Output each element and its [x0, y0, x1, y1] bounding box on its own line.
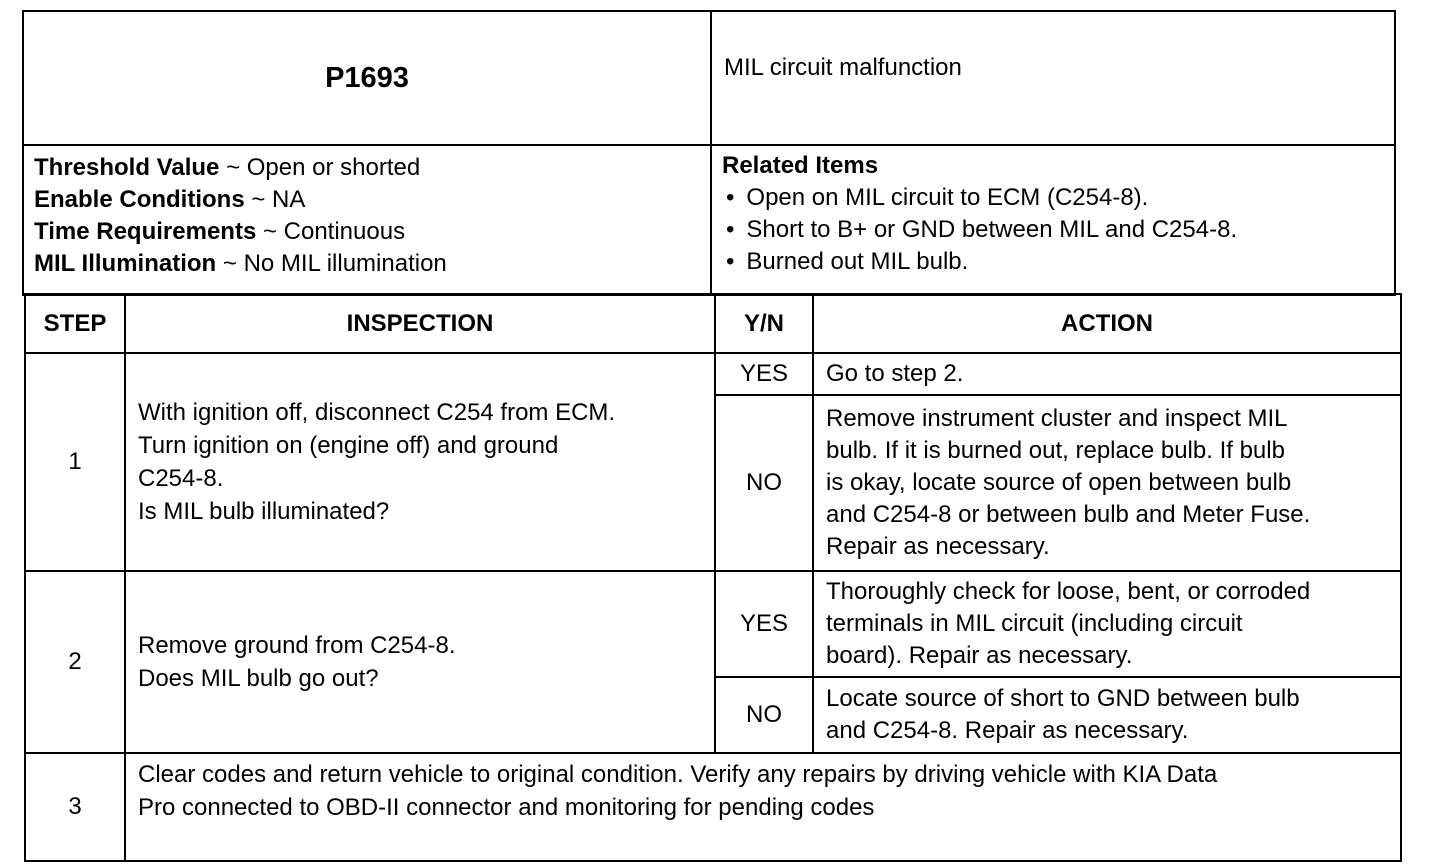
column-header-inspection: INSPECTION [125, 294, 715, 353]
action-line: and C254-8 or between bulb and Meter Fuse. [826, 501, 1311, 528]
final-step-line: Pro connected to OBD-II connector and monitoring for pending codes [138, 794, 875, 821]
diagnostic-steps-table [24, 293, 1402, 862]
inspection-cell [125, 571, 715, 753]
condition-threshold [34, 152, 700, 184]
condition-label: Threshold Value [34, 154, 220, 181]
action-line: and C254-8. Repair as necessary. [826, 717, 1189, 744]
step-number: 3 [25, 753, 125, 861]
related-item: • Open on MIL circuit to ECM (C254-8). [722, 182, 1384, 214]
condition-value: ~ NA [251, 186, 306, 213]
column-header-yn: Y/N [715, 294, 813, 353]
action-cell [813, 353, 1401, 395]
action-line: Remove instrument cluster and inspect MIL [826, 405, 1288, 432]
no-label: NO [715, 677, 813, 753]
table-header-row [25, 294, 1401, 353]
related-items-cell [711, 145, 1395, 295]
related-items-title: Related Items [722, 152, 879, 179]
conditions-cell [23, 145, 711, 295]
action-line: board). Repair as necessary. [826, 642, 1133, 669]
inspection-line: With ignition off, disconnect C254 from ECM. [138, 399, 616, 426]
condition-label: MIL Illumination [34, 250, 217, 277]
inspection-line: Turn ignition on (engine off) and ground [138, 432, 559, 459]
action-line: terminals in MIL circuit (including circuit [826, 610, 1243, 637]
inspection-line: Remove ground from C254-8. [138, 632, 456, 659]
inspection-line: Does MIL bulb go out? [138, 665, 379, 692]
dtc-code: P1693 [23, 11, 711, 145]
inspection-line: C254-8. [138, 465, 224, 492]
step-number: 2 [25, 571, 125, 753]
related-item: • Burned out MIL bulb. [722, 246, 1384, 278]
column-header-step: STEP [25, 294, 125, 353]
condition-value: ~ No MIL illumination [222, 250, 447, 277]
related-items-list [722, 182, 1384, 278]
inspection-cell [125, 353, 715, 571]
step-number: 1 [25, 353, 125, 571]
action-cell [813, 677, 1401, 753]
dtc-header-table [22, 10, 1396, 296]
no-label: NO [715, 395, 813, 571]
table-row [25, 571, 1401, 677]
action-line: Locate source of short to GND between bulb [826, 685, 1300, 712]
final-step-line: Clear codes and return vehicle to original condition. Verify any repairs by driving vehicle with KIA Data [138, 761, 1218, 788]
condition-mil [34, 248, 700, 280]
condition-value: ~ Continuous [262, 218, 406, 245]
dtc-description: MIL circuit malfunction [711, 11, 1395, 145]
final-step-cell [125, 753, 1401, 861]
column-header-action: ACTION [813, 294, 1401, 353]
action-line: Repair as necessary. [826, 533, 1050, 560]
related-item: • Short to B+ or GND between MIL and C254-8. [722, 214, 1384, 246]
yes-label: YES [715, 571, 813, 677]
action-line: bulb. If it is burned out, replace bulb. If bulb [826, 437, 1285, 464]
action-cell [813, 395, 1401, 571]
table-row [25, 353, 1401, 395]
action-cell [813, 571, 1401, 677]
action-line: Thoroughly check for loose, bent, or corroded [826, 578, 1311, 605]
condition-time [34, 216, 700, 248]
action-line: Go to step 2. [826, 360, 964, 387]
condition-value: ~ Open or shorted [226, 154, 421, 181]
table-row [25, 753, 1401, 861]
action-line: is okay, locate source of open between bulb [826, 469, 1292, 496]
condition-label: Enable Conditions [34, 186, 245, 213]
condition-enable [34, 184, 700, 216]
inspection-line: Is MIL bulb illuminated? [138, 498, 390, 525]
yes-label: YES [715, 353, 813, 395]
condition-label: Time Requirements [34, 218, 257, 245]
